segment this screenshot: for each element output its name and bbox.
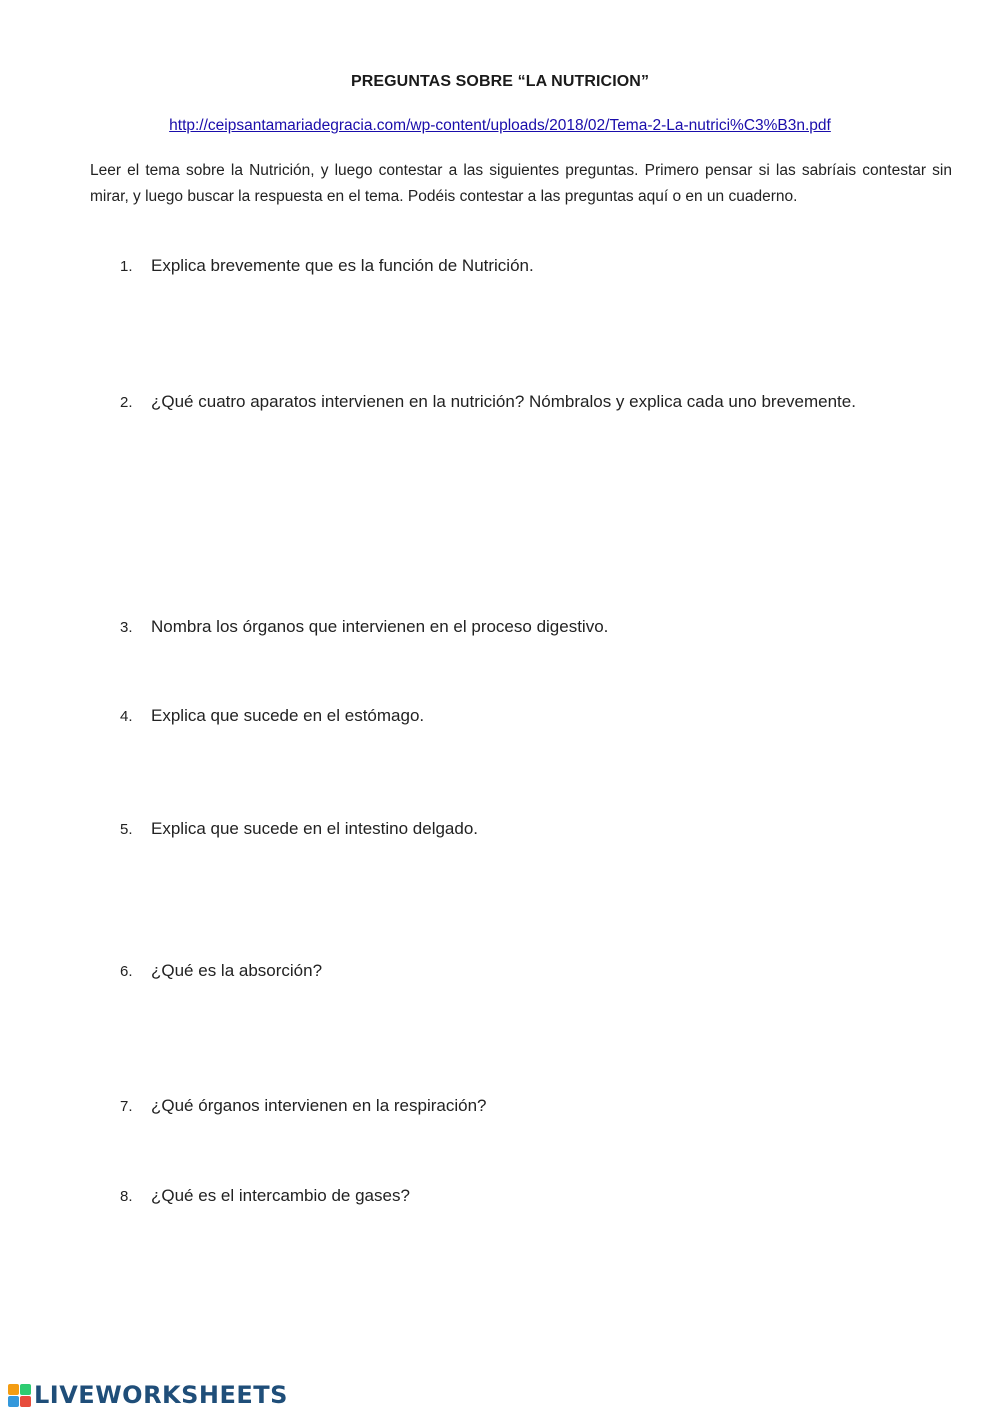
question-number: 6. xyxy=(120,963,133,980)
question-text: Explica que sucede en el intestino delgado. xyxy=(151,819,479,838)
question-text: Nombra los órganos que intervienen en el proceso digestivo. xyxy=(151,617,609,636)
question-number: 1. xyxy=(120,258,133,275)
question-number: 8. xyxy=(120,1188,133,1205)
question-2 xyxy=(120,392,960,412)
source-link[interactable]: http://ceipsantamariadegracia.com/wp-content/uploads/2018/02/Tema-2-La-nutrici%C3%B3n.pdf xyxy=(169,117,831,134)
question-text: Explica que sucede en el estómago. xyxy=(151,706,425,725)
question-text: ¿Qué cuatro aparatos intervienen en la nutrición? Nómbralos y explica cada uno brevemente. xyxy=(151,392,856,411)
question-1 xyxy=(120,256,960,276)
question-text: ¿Qué es el intercambio de gases? xyxy=(151,1186,410,1205)
question-text: ¿Qué es la absorción? xyxy=(151,961,323,980)
question-6 xyxy=(120,961,960,981)
question-8 xyxy=(120,1186,960,1206)
logo-blocks-icon xyxy=(8,1384,31,1407)
question-4 xyxy=(120,706,960,726)
question-number: 4. xyxy=(120,708,133,725)
question-text: ¿Qué órganos intervienen en la respiración? xyxy=(151,1096,487,1115)
intro-paragraph: Leer el tema sobre la Nutrición, y luego contestar a las siguientes preguntas. Primero pensar si las sabríais contestar sin mirar, y luego buscar la respuesta en el tema. Podéis contestar a las preguntas aquí o en un cuaderno. xyxy=(90,162,952,205)
logo-text: LIVEWORKSHEETS xyxy=(34,1381,288,1409)
page-title: PREGUNTAS SOBRE “LA NUTRICION” xyxy=(350,73,650,90)
liveworksheets-logo xyxy=(8,1380,288,1410)
question-number: 3. xyxy=(120,619,133,636)
question-number: 7. xyxy=(120,1098,133,1115)
question-text: Explica brevemente que es la función de Nutrición. xyxy=(151,256,534,275)
question-7 xyxy=(120,1096,960,1116)
question-number: 2. xyxy=(120,394,133,411)
question-3 xyxy=(120,617,960,637)
question-number: 5. xyxy=(120,821,133,838)
question-5 xyxy=(120,819,960,839)
